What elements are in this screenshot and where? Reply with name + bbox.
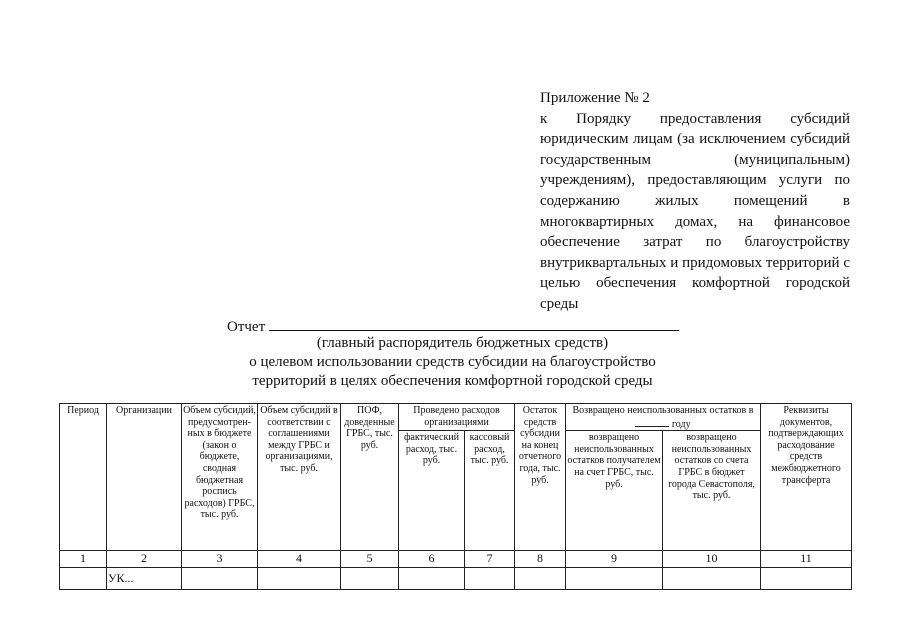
column-number: 3 xyxy=(182,551,258,568)
header-requisites: Реквизиты документов, подтверждающих расходование средств межбюджетного трансферта xyxy=(761,404,852,551)
report-subtitle-grbs: (главный распорядитель бюджетных средств) xyxy=(316,335,609,351)
appendix-block xyxy=(540,88,850,315)
column-number: 10 xyxy=(663,551,761,568)
header-returned-group xyxy=(566,404,761,431)
cell-empty xyxy=(258,568,341,590)
header-row-top xyxy=(60,404,852,431)
report-label: Отчет xyxy=(227,319,266,335)
column-number: 2 xyxy=(107,551,182,568)
report-table xyxy=(59,403,852,590)
header-returned-city: возвращено неиспользованных остатков со счета ГРБС в бюджет города Севастополя, тыс. руб. xyxy=(663,431,761,551)
cell-empty xyxy=(465,568,515,590)
cell-period xyxy=(60,568,107,590)
header-volume-agreements: Объем субсидий в соответствии с соглашениями между ГРБС и организациями, тыс. руб. xyxy=(258,404,341,551)
header-returned-grbs: возвращено неиспользованных остатков получателем на счет ГРБС, тыс. руб. xyxy=(566,431,663,551)
column-number: 5 xyxy=(341,551,399,568)
cell-organization: УК... xyxy=(107,568,182,590)
report-subtitle-purpose: о целевом использовании средств субсидии на благоустройство xyxy=(249,354,656,370)
column-number: 8 xyxy=(515,551,566,568)
column-number: 7 xyxy=(465,551,515,568)
header-volume-budget: Объем субсидий, предусмотрен-ных в бюджете (закон о бюджете, сводная бюджетная роспись расходов) ГРБС, тыс. руб. xyxy=(182,404,258,551)
cell-empty xyxy=(663,568,761,590)
cell-empty xyxy=(566,568,663,590)
returned-group-text-a: Возвращено неиспользованных остатков в xyxy=(572,405,754,416)
cell-empty xyxy=(399,568,465,590)
column-number: 6 xyxy=(399,551,465,568)
appendix-title: Приложение № 2 xyxy=(540,90,650,106)
cell-empty xyxy=(515,568,566,590)
header-actual-expense: фактический расход, тыс. руб. xyxy=(399,431,465,551)
header-cash-expense: кассовый расход, тыс. руб. xyxy=(465,431,515,551)
header-period: Период xyxy=(60,404,107,551)
returned-group-text-b: году xyxy=(671,418,691,430)
grbs-blank-line xyxy=(269,316,679,331)
header-expenses-group: Проведено расходов организациями xyxy=(399,404,515,431)
header-pof: ПОФ, доведенные ГРБС, тыс. руб. xyxy=(341,404,399,551)
column-number: 1 xyxy=(60,551,107,568)
cell-empty xyxy=(341,568,399,590)
cell-empty xyxy=(182,568,258,590)
column-number-row xyxy=(60,551,852,568)
header-remaining: Остаток средств субсидии на конец отчетного года, тыс. руб. xyxy=(515,404,566,551)
column-number: 11 xyxy=(761,551,852,568)
cell-empty xyxy=(761,568,852,590)
year-blank-line xyxy=(635,417,669,427)
appendix-body: к Порядку предоставления субсидий юридическим лицам (за исключением субсидий государственным (муниципальным) учреждениям), предоставляющим услуги по содержанию жилых помещений в многоквартирных домах, на финансовое обеспечение затрат по благоустройству внутриквартальных и придомовых территорий с целью обеспечения комфортной городской среды xyxy=(540,110,850,312)
column-number: 9 xyxy=(566,551,663,568)
column-number: 4 xyxy=(258,551,341,568)
table-row xyxy=(60,568,852,590)
report-subtitle-territories: территорий в целях обеспечения комфортной городской среды xyxy=(252,373,653,389)
header-organizations: Организации xyxy=(107,404,182,551)
